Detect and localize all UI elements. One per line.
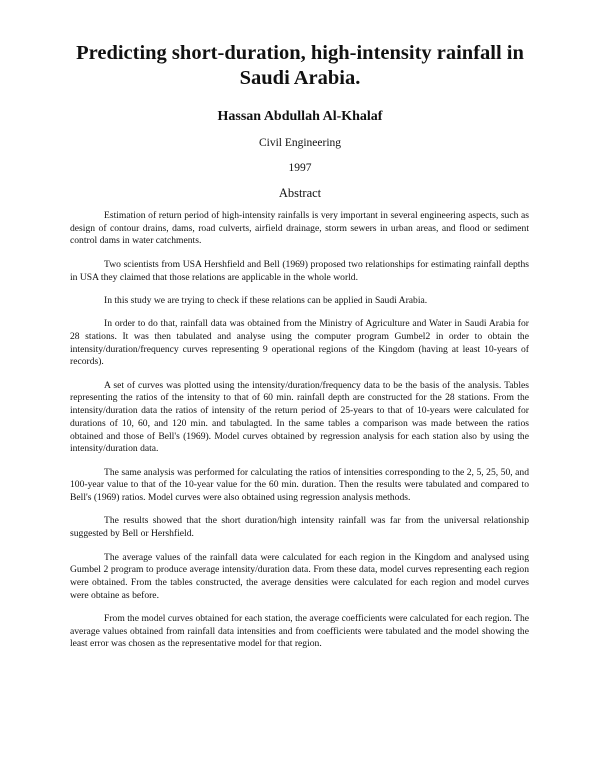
abstract-paragraph: From the model curves obtained for each station, the average coefficients were calculated for each region. The average values obtained from rainfall data intensities and from coefficients were tabulated and the model showing the least error was chosen as the representative model for that region. [70, 613, 529, 650]
publication-year: 1997 [288, 162, 312, 174]
abstract-paragraph: A set of curves was plotted using the intensity/duration/frequency data to be the basis of the analysis. Tables representing the ratios of the intensity to that of 60 min. rainfall depth are constructed for the 28 stations. From the intensity/duration data the ratios of intensity of the return period of 25-years to that of 10-years were calculated for durations of 10, 60, and 120 min. and tabulagted. In the same tables a comparison was made between the ratios obtained and those of Bell's (1969). Model curves obtained by regression analysis for each station also by using the intensity/duration data. [70, 379, 529, 455]
paper-title: Predicting short-duration, high-intensity rainfall in Saudi Arabia. [76, 42, 524, 89]
department: Civil Engineering [258, 137, 342, 149]
abstract-body [70, 210, 529, 662]
abstract-paragraph: Estimation of return period of high-intensity rainfalls is very important in several engineering aspects, such as design of contour drains, dams, road culverts, airfield drainage, storm sewers in urban areas, and flood or sediment control dams in water catchments. [70, 210, 529, 247]
abstract-paragraph: The average values of the rainfall data were calculated for each region in the Kingdom and analysed using Gumbel 2 program to produce average intensity/duration data. From these data, model curves representing each region were obtained. From the tables constructed, the average densities were calculated for each region and model curves were obtaine as before. [70, 551, 529, 601]
abstract-heading: Abstract [278, 186, 322, 200]
abstract-paragraph: Two scientists from USA Hershfield and Bell (1969) proposed two relationships for estimating rainfall depths in USA they claimed that those relations are applicable in the whole world. [70, 258, 529, 283]
abstract-paragraph: The results showed that the short duration/high intensity rainfall was far from the universal relationship suggested by Bell or Hershfield. [70, 515, 529, 540]
abstract-paragraph: In order to do that, rainfall data was obtained from the Ministry of Agriculture and Water in Saudi Arabia for 28 stations. It was then tabulated and analyse using the computer program Gumbel2 in order to obtain the intensity/duration/frequency curves representing 9 operational regions of the Kingdom (having at least 10-years of records). [70, 318, 529, 368]
abstract-paragraph: The same analysis was performed for calculating the ratios of intensities corresponding to the 2, 5, 25, 50, and 100-year value to that of the 10-year value for the 60 min. duration. Then the results were tabulated and compared to Bell's (1969) ratios. Model curves were also obtained using regression analysis methods. [70, 466, 529, 504]
abstract-paragraph: In this study we are trying to check if these relations can be applied in Saudi Arabia. [104, 294, 428, 306]
author-name: Hassan Abdullah Al-Khalaf [217, 109, 383, 124]
